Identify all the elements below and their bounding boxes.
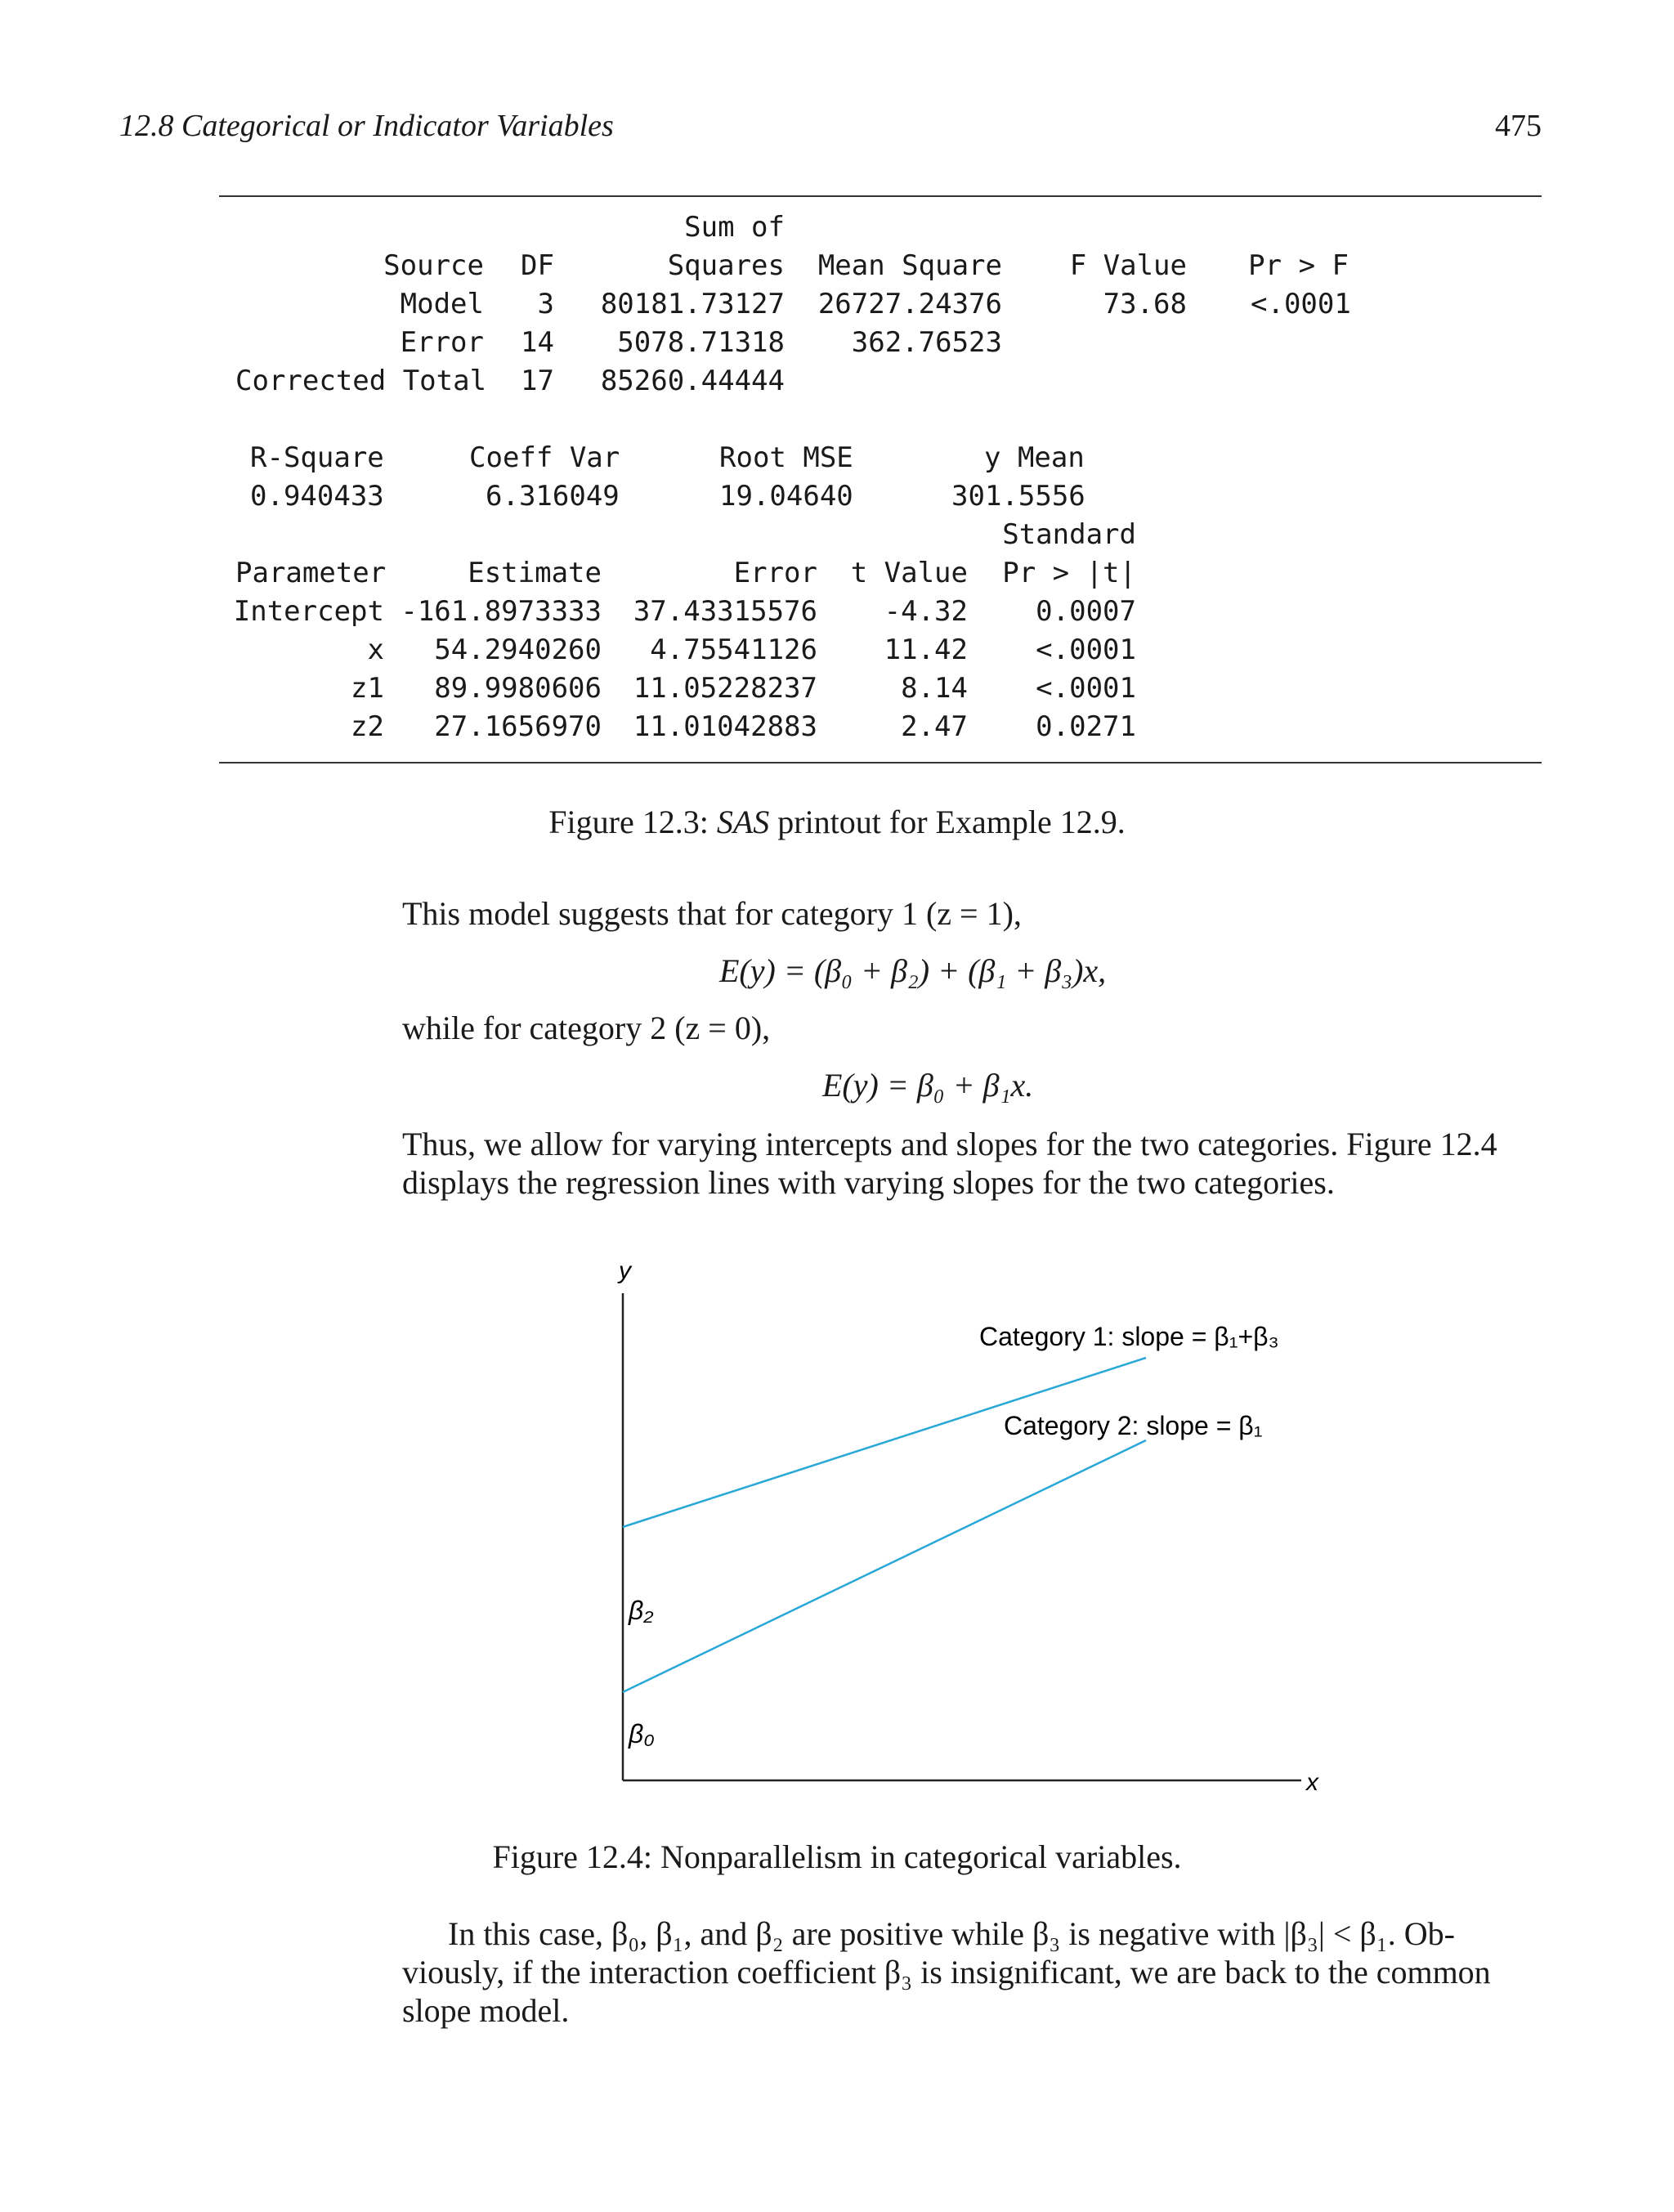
params-col-p: Pr > |t| xyxy=(1002,557,1136,589)
anova-col-source: Source xyxy=(383,249,484,282)
anova-row-source: Error xyxy=(400,326,484,359)
param-se: 11.01042883 xyxy=(633,710,817,743)
caption-suffix: printout for Example 12.9. xyxy=(769,804,1126,840)
anova-col-ms: Mean Square xyxy=(817,249,1002,282)
anova-col-f: F Value xyxy=(1069,249,1187,282)
equation-2: E(y) = β₀ + β₁x. xyxy=(822,1067,1034,1104)
param-estimate: 27.1656970 xyxy=(434,710,602,743)
fit-label: Root MSE xyxy=(719,441,853,474)
beta-0-label: β₀ xyxy=(629,1719,655,1749)
param-t: 2.47 xyxy=(901,710,968,743)
fit-value: 6.316049 xyxy=(486,480,620,513)
anova-row-source: Model xyxy=(400,288,484,320)
paragraph-2: while for category 2 (z = 0), xyxy=(402,1010,771,1046)
param-estimate: 54.2940260 xyxy=(434,634,602,666)
anova-row-f: 73.68 xyxy=(1103,288,1187,320)
caption-sas: SAS xyxy=(716,804,770,840)
caption-prefix: Figure 12.3: xyxy=(548,804,717,840)
figure-12-4-caption: Figure 12.4: Nonparallelism in categorical variables. xyxy=(492,1838,1182,1875)
paragraph-4-line-3: slope model. xyxy=(402,1992,570,2029)
param-name: z2 xyxy=(351,710,384,743)
beta-2-label: β₂ xyxy=(629,1596,654,1625)
anova-row-ss: 5078.71318 xyxy=(617,326,785,359)
param-estimate: -161.8973333 xyxy=(401,595,602,628)
fit-value: 0.940433 xyxy=(250,480,384,513)
anova-row-ms: 362.76523 xyxy=(851,326,1002,359)
anova-row-ss: 85260.44444 xyxy=(600,365,785,397)
paragraph-1: This model suggests that for category 1 (z = 1), xyxy=(402,895,1022,932)
anova-row-df: 3 xyxy=(537,288,554,320)
paragraph-3-line-1: Thus, we allow for varying intercepts and slopes for the two categories. Figure 12.4 xyxy=(402,1126,1497,1162)
param-se: 37.43315576 xyxy=(633,595,817,628)
param-se: 11.05228237 xyxy=(633,672,817,705)
param-p: 0.0007 xyxy=(1036,595,1136,628)
param-name: Intercept xyxy=(233,595,384,628)
anova-col-p: Pr > F xyxy=(1248,249,1349,282)
param-p: <.0001 xyxy=(1036,634,1136,666)
params-head-standard: Standard xyxy=(1002,518,1136,551)
param-estimate: 89.9980606 xyxy=(434,672,602,705)
paragraph-3-line-2: displays the regression lines with varying slopes for the two categories. xyxy=(402,1164,1335,1201)
param-se: 4.75541126 xyxy=(650,634,817,666)
fit-value: 301.5556 xyxy=(951,480,1085,513)
page-number: 475 xyxy=(1495,109,1542,143)
anova-head-sum-of: Sum of xyxy=(684,211,785,244)
params-col-t: t Value xyxy=(850,557,968,589)
anova-row-source: Corrected Total xyxy=(235,365,487,397)
param-p: 0.0271 xyxy=(1036,710,1136,743)
anova-col-df: DF xyxy=(521,249,554,282)
paragraph-4-line-1: In this case, β₀, β₁, and β₂ are positive while β₃ is negative with |β₃| < β₁. Ob- xyxy=(448,1915,1455,1952)
params-col-parameter: Parameter xyxy=(235,557,387,589)
param-t: 8.14 xyxy=(901,672,968,705)
anova-row-df: 17 xyxy=(521,365,554,397)
running-head: 12.8 Categorical or Indicator Variables xyxy=(119,109,614,143)
category-1-line xyxy=(623,1358,1146,1527)
category-1-label: Category 1: slope = β₁+β₃ xyxy=(979,1322,1279,1351)
params-col-error: Error xyxy=(733,557,817,589)
params-col-estimate: Estimate xyxy=(468,557,602,589)
anova-row-ms: 26727.24376 xyxy=(817,288,1002,320)
anova-row-p: <.0001 xyxy=(1251,288,1351,320)
x-axis-label: x xyxy=(1306,1769,1318,1796)
anova-col-ss: Squares xyxy=(667,249,785,282)
category-2-line xyxy=(623,1440,1146,1692)
fit-value: 19.04640 xyxy=(719,480,853,513)
anova-row-ss: 80181.73127 xyxy=(600,288,785,320)
fit-label: Coeff Var xyxy=(469,441,620,474)
param-t: 11.42 xyxy=(884,634,968,666)
fit-label: y Mean xyxy=(984,441,1085,474)
y-axis-label: y xyxy=(619,1257,631,1284)
category-2-label: Category 2: slope = β₁ xyxy=(1004,1411,1263,1440)
param-name: z1 xyxy=(351,672,384,705)
param-name: x xyxy=(367,634,384,666)
param-t: -4.32 xyxy=(884,595,968,628)
param-p: <.0001 xyxy=(1036,672,1136,705)
equation-1: E(y) = (β₀ + β₂) + (β₁ + β₃)x, xyxy=(719,952,1107,989)
paragraph-4-line-2: viously, if the interaction coefficient β₃ is insignificant, we are back to the common xyxy=(402,1954,1491,1990)
anova-row-df: 14 xyxy=(521,326,554,359)
fit-label: R-Square xyxy=(250,441,384,474)
